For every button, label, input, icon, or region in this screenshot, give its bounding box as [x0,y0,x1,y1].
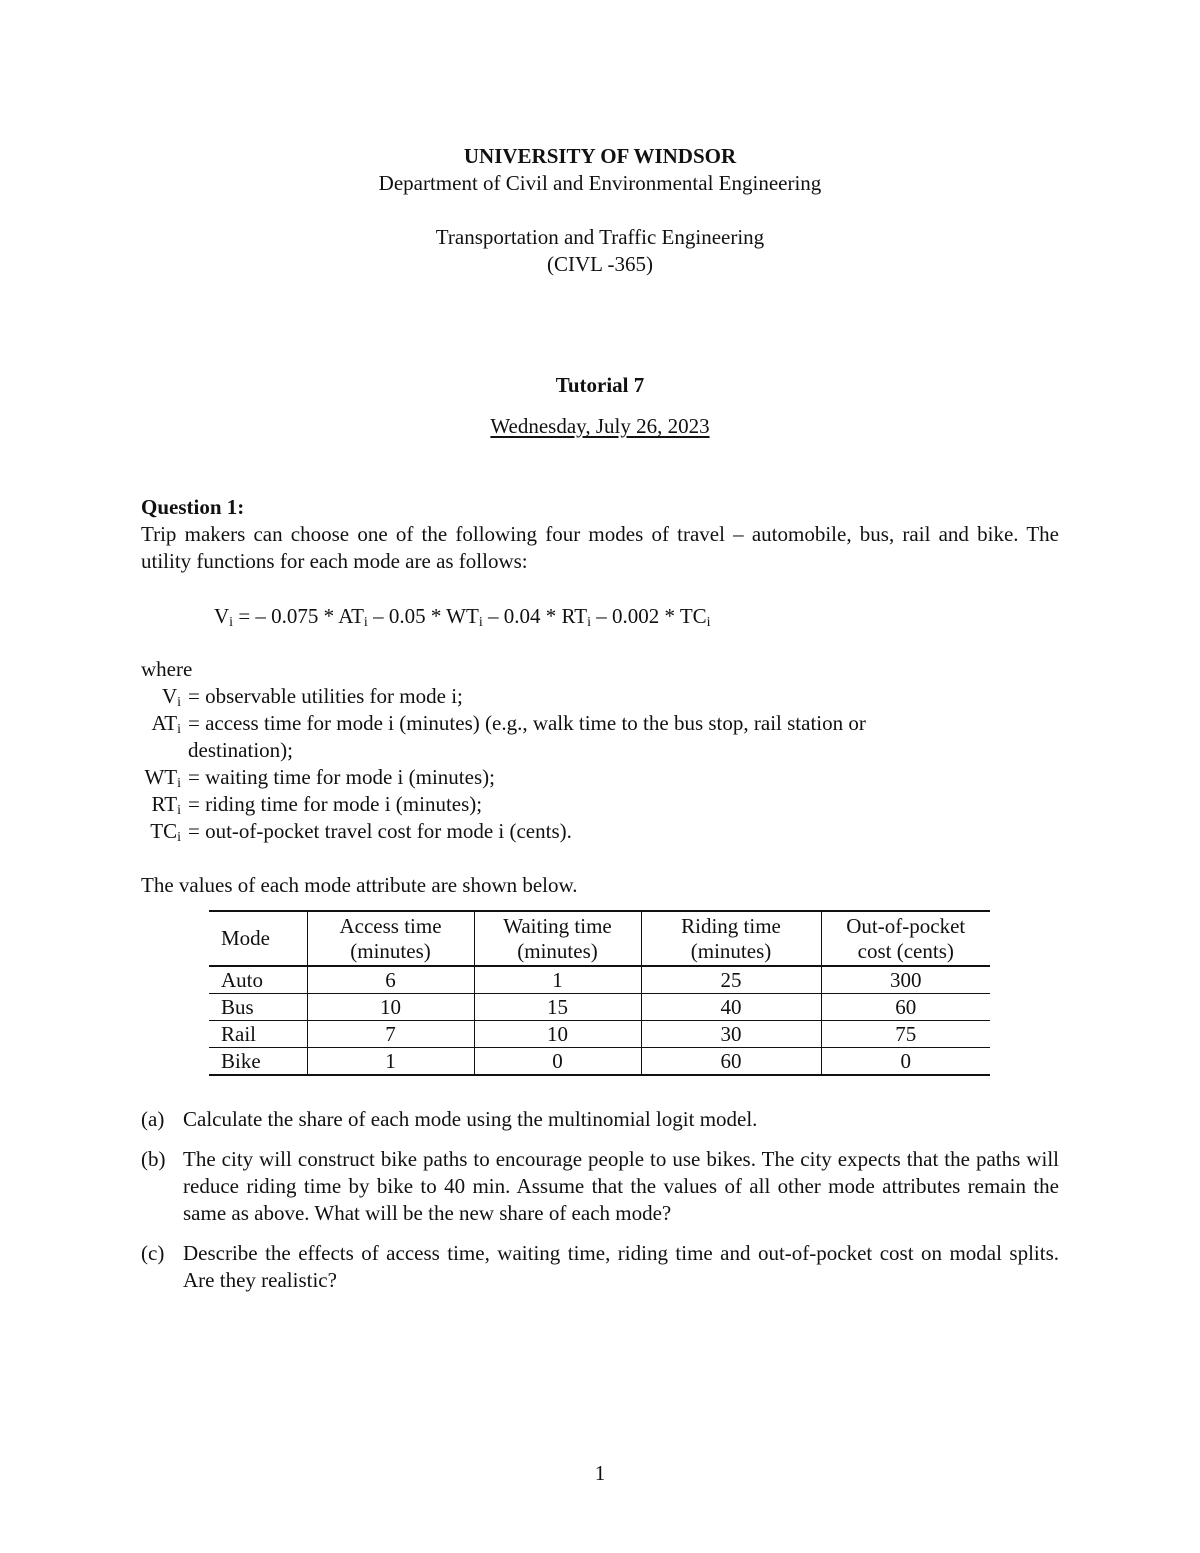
table-cell: 75 [821,1021,990,1048]
header-access-time: Access time (minutes) [307,911,474,966]
definition-symbol: $RT_i$ [151,792,181,818]
definition-text: = waiting time for mode i (minutes); [188,765,495,789]
formula-sub: i [587,615,591,630]
definition-symbol: $TC_i$ [150,819,181,845]
university-name: UNIVERSITY OF WINDSOR [463,144,737,168]
table-cell: 60 [641,1048,821,1076]
table-cell: 10 [307,994,474,1021]
definition-item [141,737,1059,764]
table-cell: 0 [474,1048,641,1076]
table-row [209,1021,990,1048]
table-cell: 1 [474,966,641,994]
formula-at: = – 0.075 * AT [233,604,364,628]
formula-rt: – 0.04 * RT [482,604,588,628]
table-cell: 300 [821,966,990,994]
header-waiting-time: Waiting time (minutes) [474,911,641,966]
utility-formula [214,603,711,630]
part-text: Calculate the share of each mode using the multinomial logit model. [183,1107,758,1131]
page-number: 1 [594,1461,606,1485]
definition-text: = observable utilities for mode i; [188,684,463,708]
formula-sub: i [363,615,368,630]
table-row [209,966,990,994]
definition-symbol: $V_i$ [161,684,181,710]
definitions-list [141,683,1059,845]
where-label: where [141,657,193,681]
part-text: The city will construct bike paths to encourage people to use bikes. The city expects that the paths will reduce riding time by bike to 40 min. Assume that the values of all other mode attributes remain the same as above. What will be the new share of each mode? [183,1147,1059,1225]
definition-symbol: $WT_i$ [144,765,181,791]
definition-item [141,683,1059,710]
table-cell: 1 [307,1048,474,1076]
table-cell: 10 [474,1021,641,1048]
question-intro: Trip makers can choose one of the following four modes of travel – automobile, bus, rail and bike. The utility functions for each mode are as follows: [141,522,1059,573]
table-cell: 7 [307,1021,474,1048]
definition-text: destination); [188,738,293,762]
table-cell: 25 [641,966,821,994]
table-cell: 60 [821,994,990,1021]
tutorial-title: Tutorial 7 [555,373,645,397]
table-cell: 6 [307,966,474,994]
table-cell: 40 [641,994,821,1021]
definition-symbol: $AT_i$ [151,711,181,737]
header-mode: Mode [221,926,270,950]
formula-v: V [214,604,230,628]
table-cell: Bus [209,994,307,1021]
table-intro: The values of each mode attribute are shown below. [141,873,578,897]
course-code: (CIVL -365) [547,252,653,276]
definition-text: = access time for mode i (minutes) (e.g., walk time to the bus stop, rail station or [188,711,866,735]
table-cell: 15 [474,994,641,1021]
table-row [209,1048,990,1076]
part-label: (b) [141,1147,166,1171]
definition-item [141,710,1059,737]
table-cell: 30 [641,1021,821,1048]
table-cell: Bike [209,1048,307,1076]
part-label: (a) [141,1107,165,1131]
definition-item [141,764,1059,791]
mode-attributes-table [209,910,990,1076]
formula-wt: – 0.05 * WT [367,604,479,628]
part-text: Describe the effects of access time, waiting time, riding time and out-of-pocket cost on modal splits. Are they realistic? [183,1241,1059,1292]
formula-sub: i [706,615,711,630]
header-riding-time: Riding time (minutes) [641,911,821,966]
tutorial-date-text: Wednesday, July 26, 2023 [490,414,710,438]
table-cell: Rail [209,1021,307,1048]
table-cell: 0 [821,1048,990,1076]
formula-sub: i [478,615,483,630]
table-row [209,994,990,1021]
course-name: Transportation and Traffic Engineering [435,225,765,249]
definition-item [141,791,1059,818]
header-cost: Out-of-pocket cost (cents) [821,911,990,966]
table-header-row [209,911,990,966]
tutorial-date [0,413,1200,440]
formula-sub: i [229,615,234,630]
definition-text: = out-of-pocket travel cost for mode i (cents). [188,819,572,843]
department-name: Department of Civil and Environmental Engineering [378,171,822,195]
definition-item [141,818,1059,845]
part-label: (c) [141,1241,165,1265]
formula-tc: – 0.002 * TC [590,604,707,628]
question-heading: Question 1: [141,495,245,519]
definition-text: = riding time for mode i (minutes); [188,792,483,816]
table-cell: Auto [209,966,307,994]
